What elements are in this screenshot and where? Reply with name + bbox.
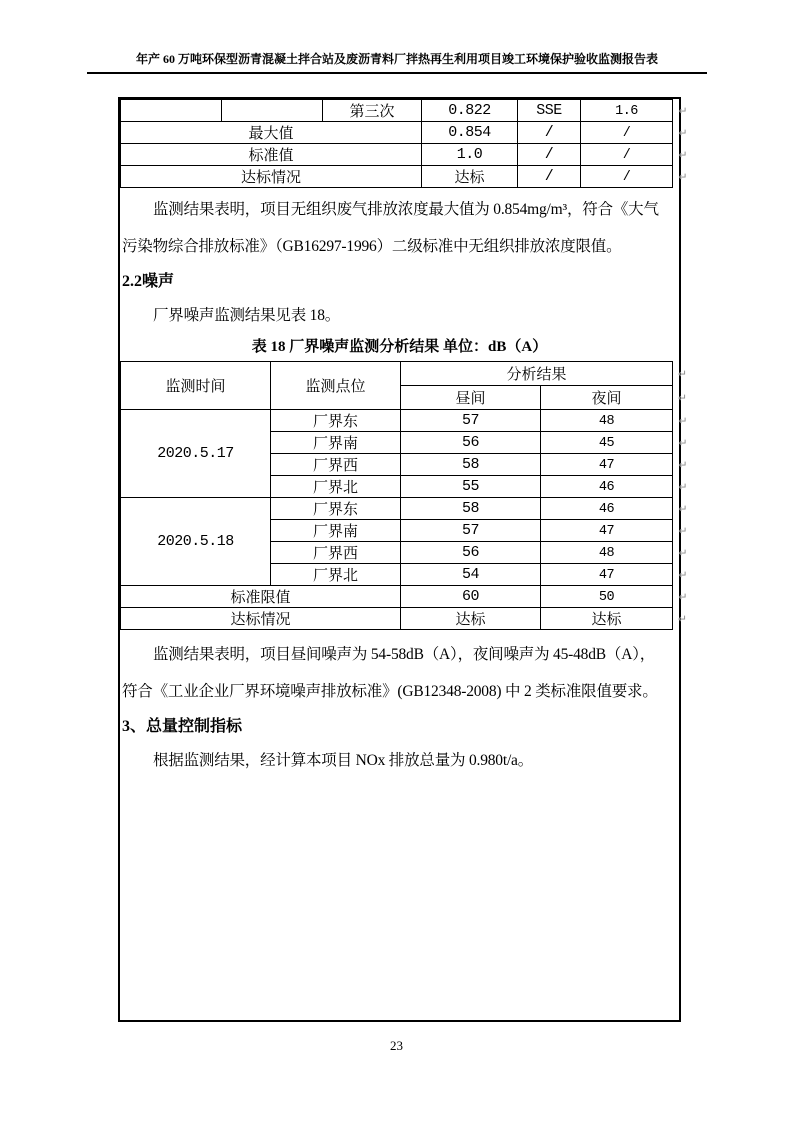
column-header-result: 分析结果 <box>506 367 567 383</box>
monitoring-point: 厂界北 <box>271 476 401 498</box>
page-number: 23 <box>390 1038 403 1053</box>
limit-night-value: 50 <box>598 590 615 605</box>
night-value: 46 <box>598 480 615 495</box>
table-row <box>121 100 673 122</box>
day-value: 56 <box>401 542 541 564</box>
paragraph-mark-icon: ↵ <box>678 458 688 471</box>
paragraph-mark-icon: ↵ <box>678 502 688 515</box>
sample-round-label: 第三次 <box>323 100 422 122</box>
paragraph-mark-icon: ↵ <box>677 612 688 625</box>
noise-table-caption: 表 18 厂界噪声监测分析结果 单位：dB（A） <box>251 339 548 355</box>
night-value-cell <box>541 476 688 498</box>
paragraph-line: 监测结果表明，项目无组织废气排放浓度最大值为 0.854mg/m³，符合《大气 <box>153 201 659 218</box>
monitoring-date: 2020.5.18 <box>121 498 271 586</box>
standard-value-label: 标准值 <box>121 144 422 166</box>
night-value: 48 <box>598 546 615 561</box>
day-value: 56 <box>401 432 541 454</box>
max-value: 0.854 <box>422 122 518 144</box>
monitoring-point: 厂界西 <box>271 454 401 476</box>
table-cell <box>222 100 323 122</box>
day-value: 58 <box>401 498 541 520</box>
paragraph-line: 污染物综合排放标准》（GB16297-1996）二级标准中无组织排放浓度限值。 <box>122 238 622 255</box>
monitoring-point: 厂界南 <box>271 520 401 542</box>
report-form-frame <box>118 97 688 1022</box>
paragraph-mark-icon: ↵ <box>678 546 688 559</box>
night-value: 47 <box>598 524 615 539</box>
table-cell: / <box>518 166 581 188</box>
compliance-status-value: 达标 <box>422 166 518 188</box>
noise-conclusion-paragraph <box>122 636 677 710</box>
night-value-cell <box>541 542 688 564</box>
night-value: 47 <box>598 458 615 473</box>
noise-intro-paragraph <box>122 297 677 334</box>
column-header-result-cell <box>401 362 688 386</box>
table-row <box>121 410 673 432</box>
paragraph-line: 监测结果表明，项目昼间噪声为 54-58dB（A），夜间噪声为 45-48dB（A）， <box>153 646 656 663</box>
gas-conclusion-paragraph <box>122 191 677 265</box>
monitoring-date: 2020.5.17 <box>121 410 271 498</box>
table-row <box>121 122 673 144</box>
day-value: 57 <box>401 410 541 432</box>
paragraph-mark-icon: ↵ <box>678 436 688 449</box>
table-cell <box>581 122 687 144</box>
section-heading-noise: 2.2噪声 <box>122 273 175 290</box>
paragraph-mark-icon: ↵ <box>678 524 688 537</box>
monitoring-point: 厂界东 <box>271 410 401 432</box>
concentration-value: 0.822 <box>422 100 518 122</box>
paragraph-mark-icon: ↵ <box>678 170 687 183</box>
night-value-cell <box>541 498 688 520</box>
table-cell <box>121 100 222 122</box>
limit-night-cell <box>541 586 688 608</box>
night-value: 48 <box>598 414 615 429</box>
section-heading-total-control: 3、总量控制指标 <box>122 718 243 735</box>
day-value: 54 <box>401 564 541 586</box>
document-header-title: 年产 60 万吨环保型沥青混凝土拌合站及废沥青料厂拌热再生利用项目竣工环境保护验收监测报告表 <box>87 50 707 74</box>
day-value: 55 <box>401 476 541 498</box>
noise-monitoring-table <box>120 361 688 630</box>
status-night-cell <box>541 608 688 630</box>
status-day-value: 达标 <box>401 608 541 630</box>
paragraph-line: 符合《工业企业厂界环境噪声排放标准》(GB12348-2008) 中 2 类标准限值要求。 <box>122 683 658 700</box>
compliance-status-label: 达标情况 <box>121 608 401 630</box>
cell-value: / <box>622 148 631 163</box>
paragraph-mark-icon: ↵ <box>678 414 688 427</box>
column-header-night-cell <box>541 386 688 410</box>
paragraph-mark-icon: ↵ <box>678 590 688 603</box>
paragraph-line: 厂界噪声监测结果见表 18。 <box>153 307 341 324</box>
wind-direction-value: SSE <box>518 100 581 122</box>
status-night-value: 达标 <box>591 612 622 628</box>
column-header-night: 夜间 <box>591 391 622 407</box>
table-row <box>121 586 673 608</box>
paragraph-mark-icon: ↵ <box>678 480 688 493</box>
night-value-cell <box>541 520 688 542</box>
monitoring-point: 厂界东 <box>271 498 401 520</box>
table-cell <box>581 166 687 188</box>
table-row <box>121 166 673 188</box>
paragraph-mark-icon: ↵ <box>678 126 687 139</box>
night-value-cell <box>541 454 688 476</box>
limit-day-value: 60 <box>401 586 541 608</box>
table-cell <box>581 144 687 166</box>
table-header-row <box>121 362 673 386</box>
night-value: 45 <box>598 436 615 451</box>
monitoring-point: 厂界西 <box>271 542 401 564</box>
night-value: 47 <box>598 568 615 583</box>
wind-speed-value: 1.6 <box>615 104 638 119</box>
cell-value: / <box>622 170 631 185</box>
table-row <box>121 498 673 520</box>
paragraph-mark-icon: ↵ <box>678 104 687 117</box>
table-row <box>121 608 673 630</box>
day-value: 57 <box>401 520 541 542</box>
column-header-point: 监测点位 <box>271 362 401 410</box>
night-value-cell <box>541 432 688 454</box>
column-header-day: 昼间 <box>401 386 541 410</box>
paragraph-mark-icon: ↵ <box>678 148 687 161</box>
table-cell: / <box>518 122 581 144</box>
paragraph-line: 根据监测结果，经计算本项目 NOx 排放总量为 0.980t/a。 <box>153 752 534 769</box>
limit-label: 标准限值 <box>121 586 401 608</box>
standard-value: 1.0 <box>422 144 518 166</box>
night-value-cell <box>541 564 688 586</box>
paragraph-mark-icon: ↵ <box>677 367 688 380</box>
compliance-status-label: 达标情况 <box>121 166 422 188</box>
monitoring-point: 厂界北 <box>271 564 401 586</box>
wind-speed-cell <box>581 100 687 122</box>
monitoring-point: 厂界南 <box>271 432 401 454</box>
night-value-cell <box>541 410 688 432</box>
table-cell: / <box>518 144 581 166</box>
paragraph-mark-icon: ↵ <box>678 568 688 581</box>
emission-result-table <box>120 99 687 188</box>
paragraph-mark-icon: ↵ <box>677 391 688 404</box>
night-value: 46 <box>598 502 615 517</box>
cell-value: / <box>622 126 631 141</box>
day-value: 58 <box>401 454 541 476</box>
column-header-time: 监测时间 <box>121 362 271 410</box>
max-value-label: 最大值 <box>121 122 422 144</box>
table-row <box>121 144 673 166</box>
total-control-paragraph <box>122 742 677 779</box>
